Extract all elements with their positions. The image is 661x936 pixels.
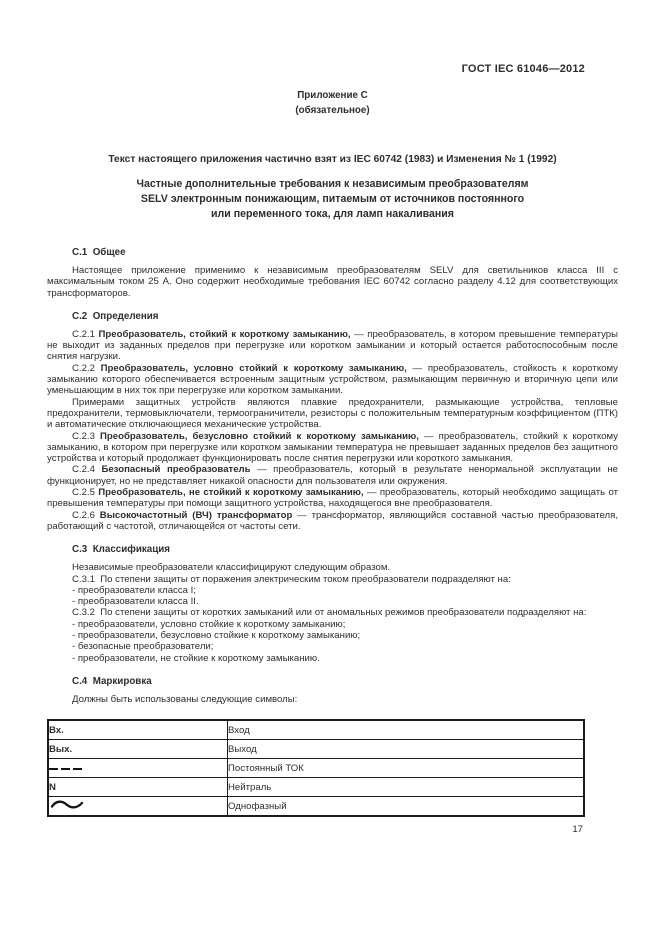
list-item: - преобразователи, не стойкие к короткому замыканию. xyxy=(72,652,320,664)
table-row xyxy=(48,720,584,740)
definition-c2-3: С.2.3 Преобразователь, безусловно стойкий к короткому замыканию, — преобразователь, стойкий к короткому замыканию, в котором при перегрузке или коротком замыкании температура не превышает заданных пределов без защитного устройства и который продолжает функционировать после снятия перегрузки или короткого замыкания. xyxy=(47,430,618,465)
clause-c3-2: С.3.2 По степени защиты от коротких замыканий или от аномальных режимов преобразователи подразделяют на: xyxy=(72,607,587,619)
symbol-cell: Вых. xyxy=(48,740,228,759)
section-c1-paragraph: Настоящее приложение применимо к независимым преобразователям SELV для светильников класса III с максимальным током 25 А. Оно содержит необходимые требования IEC 60742 согласно разделу 4.12 для соответствующих трансформаторов. xyxy=(47,265,618,299)
appendix-title: Приложение С xyxy=(297,90,368,101)
main-title-line: или переменного тока, для ламп накаливания xyxy=(211,208,454,220)
section-c2-heading: С.2 Определения xyxy=(72,310,159,322)
main-title-line: SELV электронным понижающим, питаемым от источников постоянного xyxy=(140,193,525,205)
source-note: Текст настоящего приложения частично взят из IEC 60742 (1983) и Изменения № 1 (1992) xyxy=(108,154,557,165)
list-item: - безопасные преобразователи; xyxy=(72,641,214,653)
page-number: 17 xyxy=(572,824,583,836)
dc-current-icon xyxy=(49,766,82,771)
appendix-subtitle: (обязательное) xyxy=(295,105,370,116)
section-c3-intro: Независимые преобразователи классифицируют следующим образом. xyxy=(72,562,391,574)
table-row xyxy=(48,740,584,759)
table-row xyxy=(48,797,584,817)
symbols-table xyxy=(47,719,585,817)
meaning-cell: Вход xyxy=(228,720,585,740)
section-c4-intro: Должны быть использованы следующие символы: xyxy=(72,693,298,705)
section-c3-heading: С.3 Классификация xyxy=(72,544,170,556)
list-item: - преобразователи класса I; xyxy=(72,584,196,596)
definition-c2-2: С.2.2 Преобразователь, условно стойкий к короткому замыканию, — преобразователь, стойкость к короткому замыканию которого обеспечивается встроенным защитным устройством, размыкающим первичную и вторичную цепи или уменьшающим в них ток при перегрузке или коротком замыкании. xyxy=(47,362,618,397)
definition-c2-4: С.2.4 Безопасный преобразователь — преобразователь, который в результате ненормальной эксплуатации не функционирует, но не представляет никакой опасности для пользователя или окружения. xyxy=(47,464,618,487)
meaning-cell: Нейтраль xyxy=(228,778,585,797)
meaning-cell: Постоянный ТОК xyxy=(228,759,585,778)
symbol-cell xyxy=(48,797,228,817)
section-c4-heading: С.4 Маркировка xyxy=(72,675,152,687)
list-item: - преобразователи класса II. xyxy=(72,596,199,608)
table-row xyxy=(48,759,584,778)
protective-devices-note: Примерами защитных устройств являются плавкие предохранители, размыкающие устройства, тепловые предохранители, термовыключатели, термоограничители, резисторы с положительным температурным коэффициентом (ПТК) и автоматические отключающиеся механические устройства. xyxy=(47,396,618,431)
definition-c2-1: С.2.1 Преобразователь, стойкий к короткому замыканию, — преобразователь, в котором превышение температуры не выходит из заданных пределов при перегрузке или коротком замыкании и который остается работоспособным после снятия нагрузки. xyxy=(47,328,618,363)
list-item: - преобразователи, условно стойкие к короткому замыканию; xyxy=(72,618,346,630)
clause-c3-1: С.3.1 По степени защиты от поражения электрическим током преобразователи подразделяют на: xyxy=(72,573,511,585)
symbol-cell xyxy=(48,759,228,778)
main-title xyxy=(47,177,618,222)
definition-c2-5: С.2.5 Преобразователь, не стойкий к короткому замыканию, — преобразователь, который необходимо защищать от превышения температуры при помощи защитного устройства, находящегося вне преобразователя. xyxy=(47,487,618,510)
main-title-line: Частные дополнительные требования к независимым преобразователям xyxy=(136,178,529,190)
sine-wave-icon xyxy=(49,799,85,814)
meaning-cell: Выход xyxy=(228,740,585,759)
list-item: - преобразователи, безусловно стойкие к короткому замыканию; xyxy=(72,630,361,642)
table-row xyxy=(48,778,584,797)
symbol-cell: Вх. xyxy=(48,720,228,740)
symbol-cell: N xyxy=(48,778,228,797)
section-c1-heading: С.1 Общее xyxy=(72,247,126,258)
meaning-cell: Однофазный xyxy=(228,797,585,817)
definition-c2-6: С.2.6 Высокочастотный (ВЧ) трансформатор — трансформатор, являющийся составной частью преобразователя, работающий с частотой, отличающейся от частоты сети. xyxy=(47,509,619,532)
document-reference: ГОСТ IEC 61046—2012 xyxy=(461,63,585,75)
